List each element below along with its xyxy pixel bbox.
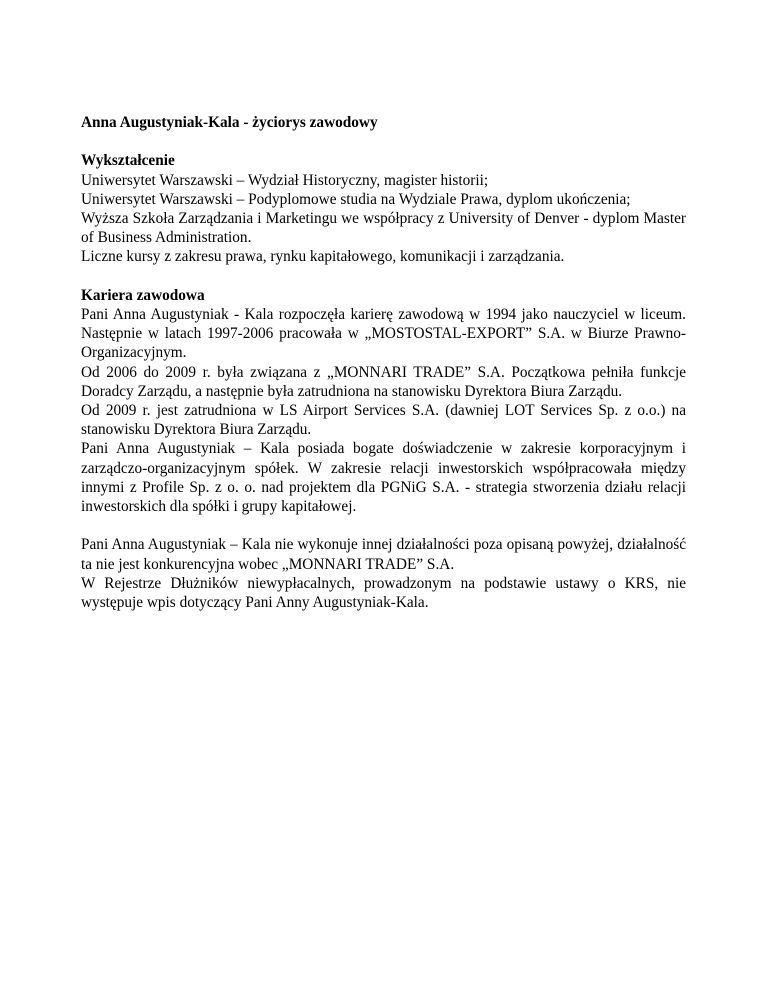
career-paragraph: Pani Anna Augustyniak – Kala posiada bogate doświadczenie w zakresie korporacyjnym i zarządczo-organizacyjnym spółek. W zakresie relacji inwestorskich współpracowała między innymi z Profile Sp. z o. o. nad projektem dla PGNiG S.A. - strategia stworzenia działu relacji inwestorskich dla spółki i grupy kapitałowej. xyxy=(81,440,686,516)
career-section xyxy=(81,286,686,516)
education-item: Uniwersytet Warszawski – Podyplomowe studia na Wydziale Prawa, dyplom ukończenia; xyxy=(81,190,631,208)
education-heading: Wykształcenie xyxy=(81,152,175,170)
education-item: Wyższa Szkoła Zarządzania i Marketingu we współpracy z University of Denver - dyplom Master of Business Administration. xyxy=(81,210,686,247)
closing-paragraph: Pani Anna Augustyniak – Kala nie wykonuje innej działalności poza opisaną powyżej, działalność ta nie jest konkurencyjna wobec „MONNARI TRADE” S.A. xyxy=(81,536,686,573)
career-paragraph: Od 2006 do 2009 r. była związana z „MONNARI TRADE” S.A. Początkowa pełniła funkcje Doradcy Zarządu, a następnie była zatrudniona na stanowisku Dyrektora Biura Zarządu. xyxy=(81,363,686,400)
document-body xyxy=(81,113,686,631)
education-item: Uniwersytet Warszawski – Wydział Historyczny, magister historii; xyxy=(81,171,489,189)
career-paragraph: Od 2009 r. jest zatrudniona w LS Airport Services S.A. (dawniej LOT Services Sp. z o.o.) na stanowisku Dyrektora Biura Zarządu. xyxy=(81,402,686,439)
closing-section xyxy=(81,535,686,612)
closing-paragraph: W Rejestrze Dłużników niewypłacalnych, prowadzonym na podstawie ustawy o KRS, nie występuje wpis dotyczący Pani Anny Augustyniak-Kala. xyxy=(81,574,686,612)
education-item: Liczne kursy z zakresu prawa, rynku kapitałowego, komunikacji i zarządzania. xyxy=(81,248,565,266)
career-paragraph: Pani Anna Augustyniak - Kala rozpoczęła karierę zawodową w 1994 jako nauczyciel w liceum. Następnie w latach 1997-2006 pracowała w „MOSTOSTAL-EXPORT” S.A. w Biurze Prawno-Organizacyjnym. xyxy=(81,306,686,362)
career-heading: Kariera zawodowa xyxy=(81,286,205,304)
document-title: Anna Augustyniak-Kala - życiorys zawodowy xyxy=(81,114,378,131)
education-section xyxy=(81,151,686,266)
